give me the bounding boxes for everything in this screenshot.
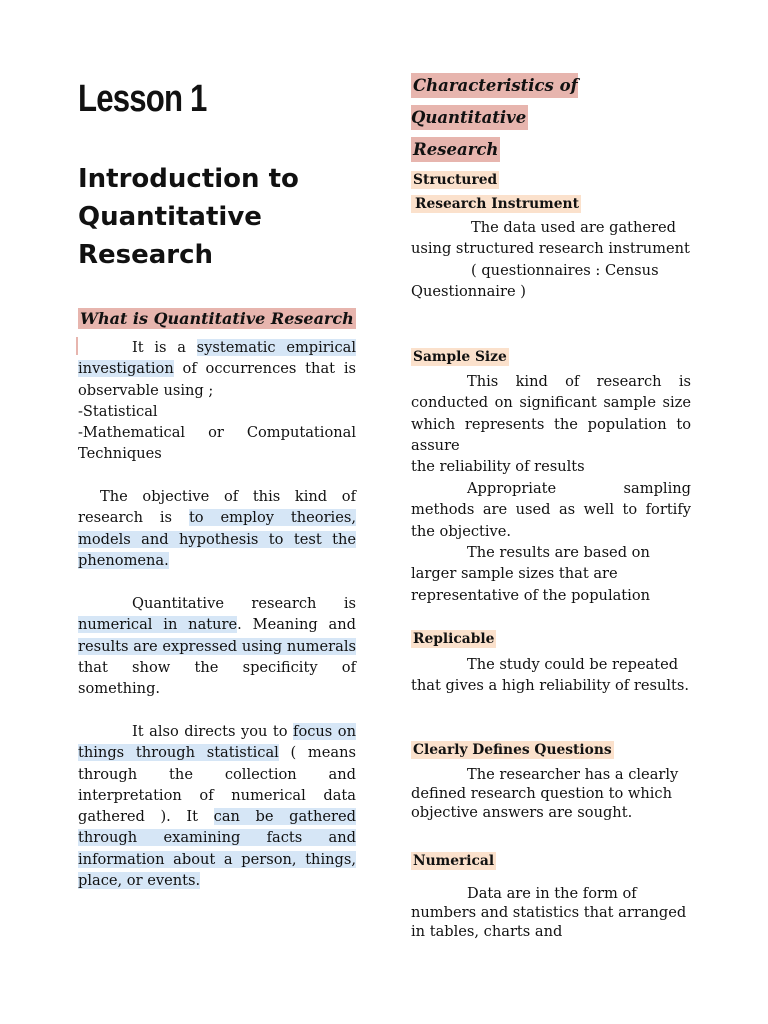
highlight: can be gathered through examining facts and information about a person, things, place, or events. bbox=[78, 808, 356, 890]
paragraph-numerical-right: Data are in the form of numbers and statistics that arranged in tables, charts and bbox=[411, 885, 687, 940]
highlight: numerical in nature bbox=[78, 616, 238, 634]
paragraph-objective: The objective of this kind of research is to employ theories, models and hypothesis to test the phenomena. bbox=[78, 488, 356, 569]
paragraph-sample-size-3: Appropriate sampling methods are used as well to fortify the objective. bbox=[411, 480, 691, 540]
paragraph-definition: It is a systematic empirical investigation of occurrences that is observable using ; -Statistical -Mathematical or Computational Techniques bbox=[78, 339, 356, 463]
list-item: -Statistical bbox=[78, 402, 158, 420]
text-cursor bbox=[76, 337, 78, 355]
paragraph-replicable: The study could be repeated that gives a high reliability of results. bbox=[411, 656, 690, 695]
paragraph-sample-size-4: The results are based on larger sample sizes that are representative of the population bbox=[411, 544, 651, 604]
highlight: systematic empirical bbox=[196, 339, 356, 356]
subheading-numerical: Numerical bbox=[413, 853, 495, 869]
highlight: results are expressed using numerals bbox=[78, 637, 356, 655]
highlight: to employ theories, models and hypothesis to test the phenomena. bbox=[78, 509, 356, 569]
subheading-research-instrument: Research Instrument bbox=[411, 195, 581, 213]
page-title bbox=[78, 160, 299, 274]
highlight: focus on things through statistical bbox=[78, 723, 356, 762]
subheading-clearly-defines: Clearly Defines Questions bbox=[413, 742, 612, 758]
subheading-sample-size: Sample Size bbox=[413, 349, 507, 365]
lesson-title: Lesson 1 bbox=[78, 78, 207, 120]
paragraph-directs: It also directs you to focus on things through statistical ( means through the collection and interpretation of numerical data gathered ). It can be gathered through examining facts and information about a person, things, place, or events. bbox=[78, 723, 356, 890]
paragraph-sample-size: This kind of research is conducted on significant sample size which represents the population to assure bbox=[411, 373, 691, 454]
paragraph-clearly-defines: The researcher has a clearly defined research question to which objective answers are sought. bbox=[411, 766, 679, 821]
title-line: Quantitative bbox=[78, 202, 262, 232]
paragraph-numerical: Quantitative research is numerical in nature. Meaning and results are expressed using numerals that show the specificity of something. bbox=[78, 595, 357, 698]
list-item: -Mathematical or Computational Techniques bbox=[78, 424, 356, 463]
section-heading-characteristics: Characteristics of Quantitative Research bbox=[411, 70, 691, 166]
paragraph-sample-size-2: the reliability of results bbox=[411, 458, 585, 475]
title-line: Research bbox=[78, 240, 214, 270]
title-line: Introduction to bbox=[78, 164, 299, 194]
highlight: investigation bbox=[78, 360, 174, 378]
paragraph-structured: The data used are gathered using structured research instrument ( questionnaires : Census Questionnaire ) bbox=[411, 219, 690, 300]
subheading-replicable: Replicable bbox=[413, 631, 495, 647]
subheading-structured: Structured bbox=[413, 172, 498, 188]
section-heading-what-is: What is Quantitative Research bbox=[80, 309, 354, 328]
